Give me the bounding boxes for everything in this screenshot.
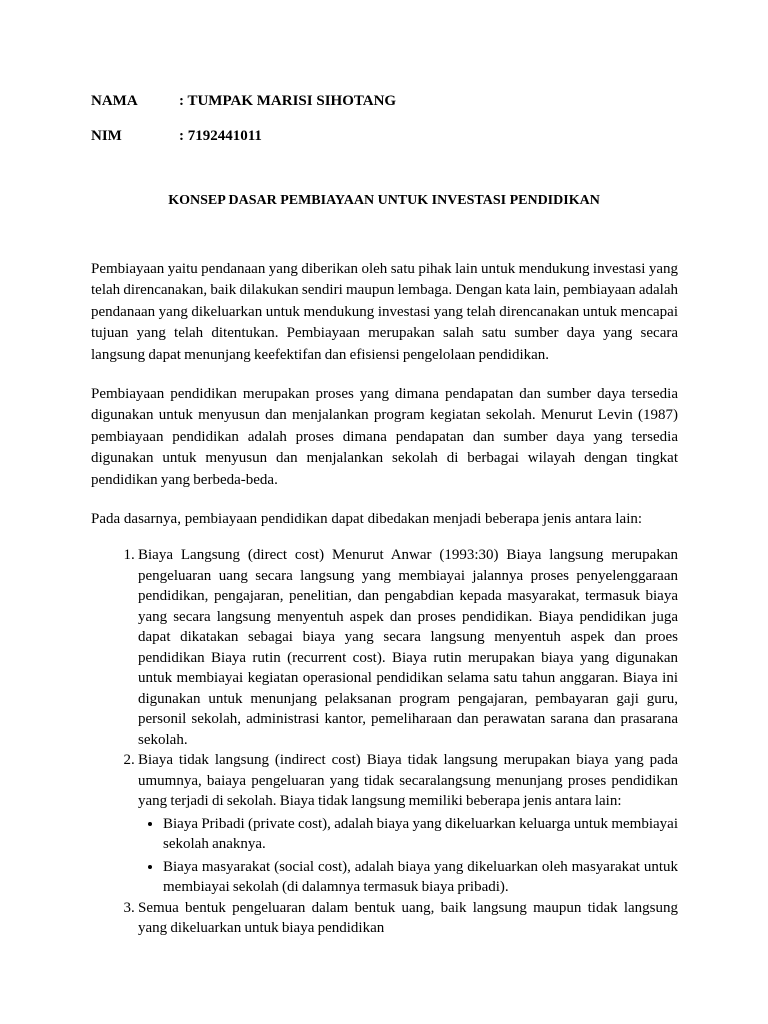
list-item (138, 545, 678, 750)
list-item-text: Semua bentuk pengeluaran dalam bentuk uang, baik langsung maupun tidak langsung yang dikeluarkan untuk biaya pendidikan (138, 899, 678, 937)
paragraph: Pembiayaan pendidikan merupakan proses yang dimana pendapatan dan sumber daya tersedia digunakan untuk menyusun dan menjalankan program kegiatan sekolah. Menurut Levin (1987) pembiayaan pendidikan adalah proses dimana pendapatan dan sumber daya yang tersedia digunakan untuk menyusun dan menjalankan sekolah di berbagai wilayah dengan tingkat pendidikan yang berbeda-beda. (91, 386, 678, 488)
nim-label: NIM (91, 128, 122, 144)
paragraph: Pembiayaan yaitu pendanaan yang diberikan oleh satu pihak lain untuk mendukung investasi yang telah direncanakan, baik dilakukan sendiri maupun lembaga. Dengan kata lain, pembiayaan adalah pendanaan yang dikeluarkan untuk mendukung investasi yang telah direncanakan untuk mencapai tujuan yang telah ditentukan. Pembiayaan merupakan salah satu sumber daya yang secara langsung dapat menunjang keefektifan dan efisiensi pengelolaan pendidikan. (91, 261, 678, 363)
list-item-text: Biaya Langsung (direct cost) Menurut Anwar (1993:30) Biaya langsung merupakan pengeluaran uang secara langsung yang membiayai jalannya proses penyelenggaraan pendidikan, pengajaran, penelitian, dan pengabdian kepada masyarakat, termasuk biaya yang secara langsung menyentuh aspek dan proses pendidikan. Biaya pendidikan juga dapat dikatakan sebagai biaya yang secara langsung menyentuh aspek dan proes pendidikan Biaya rutin (recurrent cost). Biaya rutin merupakan biaya yang digunakan untuk membiayai kegiatan operasional pendidikan selama satu tahun anggaran. Biaya ini digunakan untuk menunjang pelaksanan program pengajaran, pembayaran gaji guru, personil sekolah, administrasi kantor, pemeliharaan dan perawatan sarana dan prasarana sekolah. (138, 547, 678, 748)
nim-row (91, 128, 262, 145)
indirect-cost-sublist (138, 814, 678, 898)
list-item (138, 750, 678, 898)
list-item-text: Biaya tidak langsung (indirect cost) Biaya tidak langsung merupakan biaya yang pada umumnya, baiaya pengeluaran yang tidak secaralangsung menunjang proses pendidikan yang terjadi di sekolah. Biaya tidak langsung memiliki beberapa jenis antara lain: (138, 752, 678, 810)
sublist-item: • Biaya Pribadi (private cost), adalah biaya yang dikeluarkan keluarga untuk membiayai sekolah anaknya. (163, 814, 678, 855)
sublist-item: • Biaya masyarakat (social cost), adalah biaya yang dikeluarkan oleh masyarakat untuk membiayai sekolah (di dalamnya termasuk biaya pribadi). (163, 857, 678, 898)
name-label: NAMA (91, 93, 138, 109)
document-title: KONSEP DASAR PEMBIAYAAN UNTUK INVESTASI PENDIDIKAN (168, 193, 600, 208)
document-body (91, 259, 678, 939)
cost-type-list (91, 545, 678, 939)
name-row (91, 93, 396, 110)
list-item (138, 898, 678, 939)
nim-value: : 7192441011 (179, 128, 262, 144)
list-intro: Pada dasarnya, pembiayaan pendidikan dapat dibedakan menjadi beberapa jenis antara lain: (91, 511, 643, 528)
name-value: : TUMPAK MARISI SIHOTANG (179, 93, 397, 109)
